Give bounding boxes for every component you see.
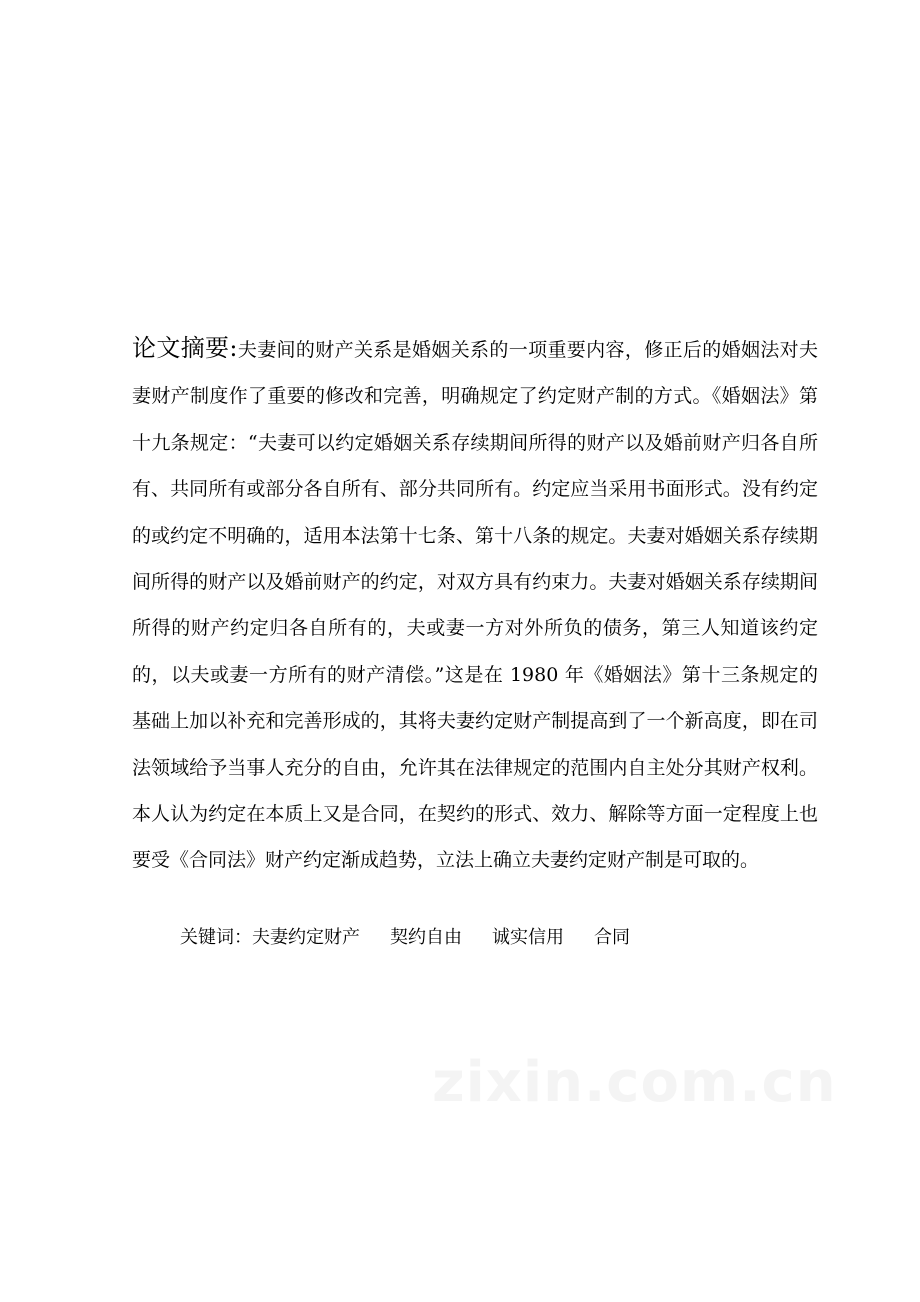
abstract-label-colon: : <box>229 334 238 362</box>
keyword-item: 契约自由 <box>390 927 462 948</box>
keyword-item: 夫妻约定财产 <box>252 927 360 948</box>
abstract-label: 论文摘要 <box>132 334 230 362</box>
keywords-line <box>180 921 630 955</box>
abstract-paragraph <box>132 325 818 884</box>
keyword-item: 诚实信用 <box>492 927 564 948</box>
keywords-label: 关键词： <box>180 927 252 948</box>
abstract-body: 夫妻间的财产关系是婚姻关系的一项重要内容，修正后的婚姻法对夫妻财产制度作了重要的修改和完善，明确规定了约定财产制的方式。《婚姻法》第十九条规定：“夫妻可以约定婚姻关系存续期间所得的财产以及婚前财产归各自所有、共同所有或部分各自所有、部分共同所有。约定应当采用书面形式。没有约定的或约定不明确的，适用本法第十七条、第十八条的规定。夫妻对婚姻关系存续期间所得的财产以及婚前财产的约定，对双方具有约束力。夫妻对婚姻关系存续期间所得的财产约定归各自所有的，夫或妻一方对外所负的债务，第三人知道该约定的，以夫或妻一方所有的财产清偿。”这是在 1980 年《婚姻法》第十三条规定的基础上加以补充和完善形成的，其将夫妻约定财产制提高到了一个新高度，即在司法领域给予当事人充分的自由，允许其在法律规定的范围内自主处分其财产权利。本人认为约定在本质上又是合同，在契约的形式、效力、解除等方面一定程度上也要受《合同法》财产约定渐成趋势，立法上确立夫妻约定财产制是可取的。 <box>132 339 818 872</box>
watermark: zixin.com.cn <box>432 1050 837 1115</box>
keyword-item: 合同 <box>594 927 630 948</box>
